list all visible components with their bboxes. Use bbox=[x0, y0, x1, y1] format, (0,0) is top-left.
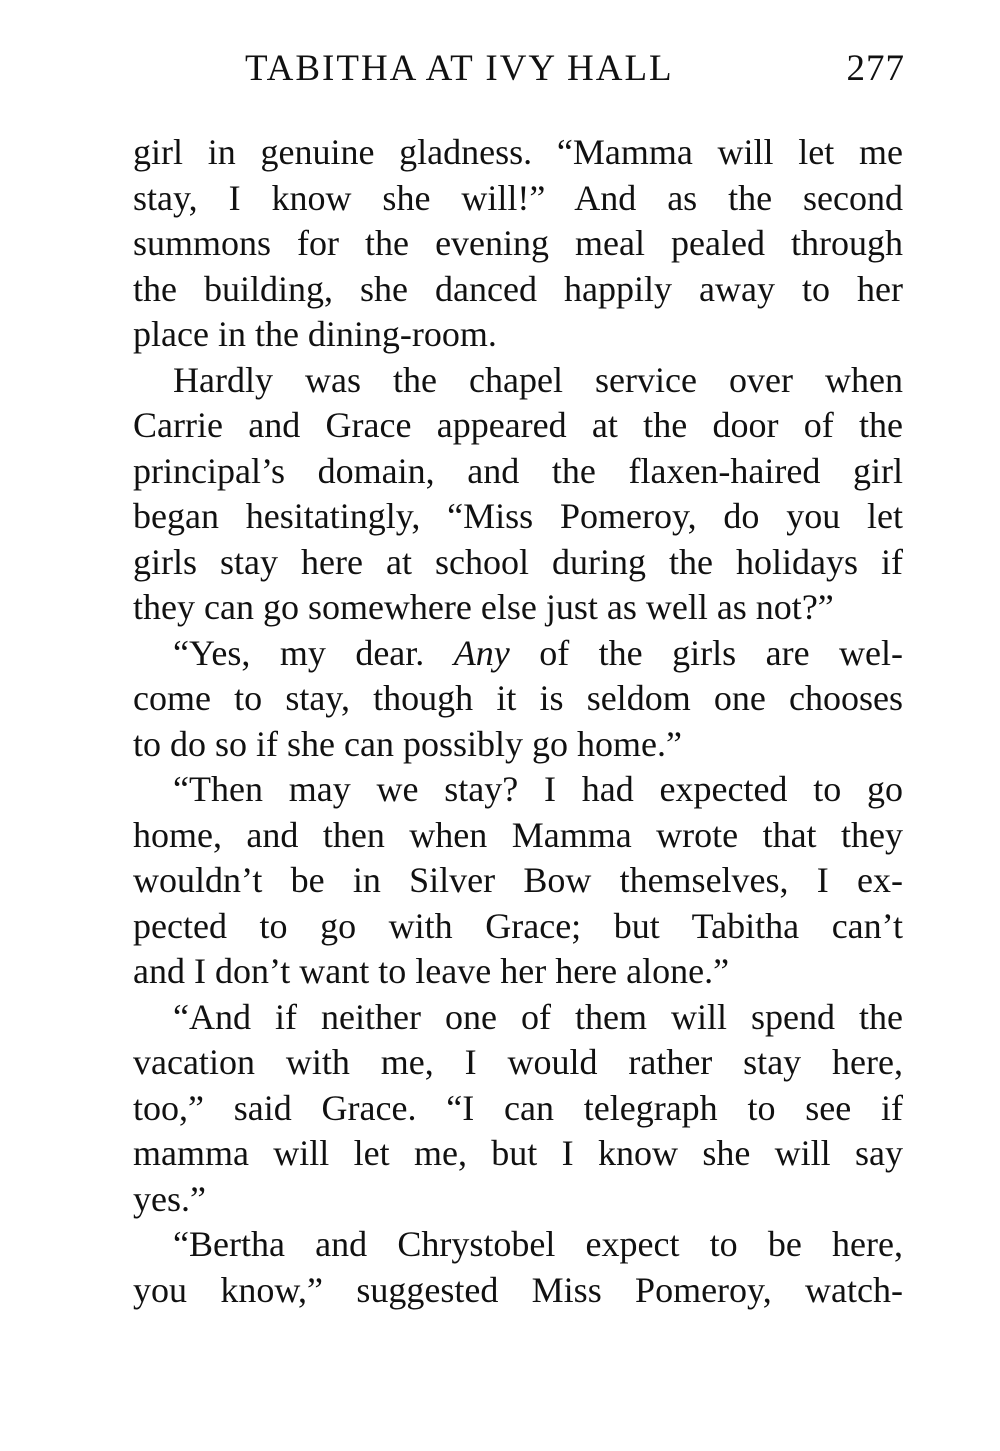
text-line: stay, I know she will!” And as the second bbox=[133, 177, 903, 218]
text-line bbox=[133, 631, 903, 677]
text-line: “Bertha and Chrystobel expect to be here, bbox=[173, 1224, 903, 1264]
text-line: Hardly was the chapel service over when bbox=[173, 359, 903, 400]
body-text bbox=[133, 130, 903, 1313]
text-line: place in the dining-room. bbox=[133, 314, 497, 354]
emphasized-word: Any bbox=[453, 632, 510, 673]
paragraph-6 bbox=[133, 1222, 903, 1313]
text-segment: of the girls are wel- bbox=[539, 632, 904, 673]
text-segment: “Yes, my dear. bbox=[173, 632, 425, 673]
text-line: vacation with me, I would rather stay here, bbox=[133, 1042, 903, 1082]
text-line: come to stay, though it is seldom one chooses bbox=[133, 678, 903, 718]
text-line: yes.” bbox=[133, 1178, 206, 1219]
text-line: began hesitatingly, “Miss Pomeroy, do you let bbox=[133, 496, 903, 536]
text-line: “And if neither one of them will spend the bbox=[173, 996, 903, 1037]
text-line: the building, she danced happily away to her bbox=[133, 268, 903, 309]
paragraph-5 bbox=[133, 995, 903, 1223]
page-number: 277 bbox=[846, 48, 905, 89]
text-line: home, and then when Mamma wrote that they bbox=[133, 814, 903, 855]
text-line: wouldn’t be in Silver Bow themselves, I ex- bbox=[133, 860, 903, 900]
text-line: Carrie and Grace appeared at the door of the bbox=[133, 405, 903, 445]
text-line: too,” said Grace. “I can telegraph to see if bbox=[133, 1087, 903, 1128]
text-line: principal’s domain, and the flaxen-haired girl bbox=[133, 450, 903, 491]
paragraph-1 bbox=[133, 130, 903, 358]
text-line: girl in genuine gladness. “Mamma will let me bbox=[133, 132, 903, 172]
page-header bbox=[200, 44, 905, 94]
text-line: to do so if she can possibly go home.” bbox=[133, 723, 682, 764]
paragraph-2 bbox=[133, 358, 903, 631]
text-line: and I don’t want to leave her here alone.” bbox=[133, 951, 730, 991]
text-line: summons for the evening meal pealed through bbox=[133, 223, 903, 263]
text-line: pected to go with Grace; but Tabitha can’t bbox=[133, 905, 903, 946]
text-line: mamma will let me, but I know she will say bbox=[133, 1133, 903, 1173]
paragraph-3 bbox=[133, 631, 903, 768]
text-line: “Then may we stay? I had expected to go bbox=[173, 769, 903, 809]
paragraph-4 bbox=[133, 767, 903, 995]
text-line: you know,” suggested Miss Pomeroy, watch- bbox=[133, 1269, 903, 1310]
running-title: TABITHA AT IVY HALL bbox=[245, 48, 674, 89]
text-line: girls stay here at school during the holidays if bbox=[133, 541, 903, 582]
text-line: they can go somewhere else just as well as not?” bbox=[133, 587, 834, 627]
